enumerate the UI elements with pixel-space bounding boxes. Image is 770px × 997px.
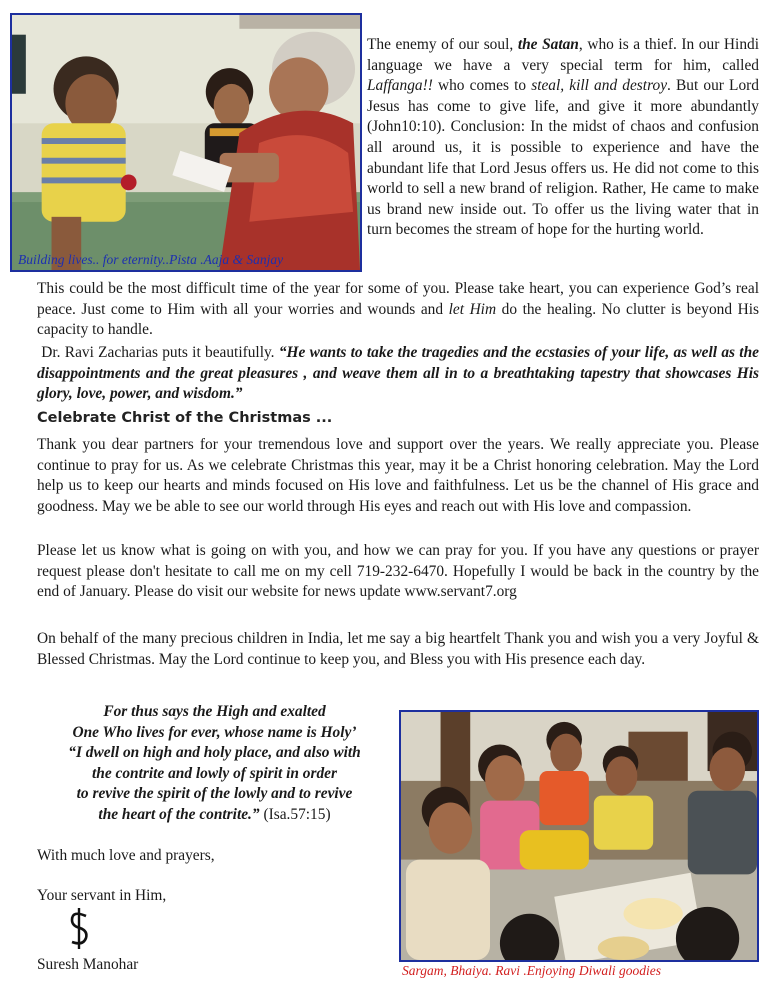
intro-cont-text-2: do the healing. No clutter is beyond His capacity to handle. [37, 300, 759, 339]
intro-paragraph [367, 35, 759, 241]
signature-mark [66, 906, 92, 950]
scripture-verse [37, 702, 392, 826]
closing-servant: Your servant in Him, [37, 887, 167, 904]
intro-cont-text-1: This could be the most difficult time of the year for some of you. Please take heart, you can experience God’s real peace. Just come to Him with all your worries and wounds and [37, 280, 759, 318]
verse-reference: (Isa.57:15) [263, 805, 331, 823]
verse-line: One Who lives for ever, whose name is Holy’ [72, 723, 357, 741]
verse-line-last [37, 805, 392, 826]
intro-emphasis-laffanga: Laffanga!! [367, 77, 433, 95]
intro-emphasis-satan: the Satan [517, 36, 579, 53]
contact-paragraph: Please let us know what is going on with you, and how we can pray for you. If you have any questions or prayer request please don't hesitate to call me on my cell 719-232-6470. Hopefully I would be back in the country by the end of January. Please do visit our website for news update www.servant7.org [37, 542, 759, 601]
verse-line: the heart of the contrite.” [98, 805, 260, 823]
intro-text-1: The enemy of our soul, [367, 36, 514, 53]
zacharias-quote [37, 343, 759, 405]
photo-caption-bottom: Sargam, Bhaiya. Ravi .Enjoying Diwali goodies [402, 963, 661, 978]
section-heading: Celebrate Christ of the Christmas ... [37, 410, 333, 426]
intro-emphasis-steal: steal, kill and destroy [531, 77, 668, 95]
intro-text-2: , who is a thief. In our Hindi language we have a very special term for him, called [367, 36, 759, 74]
intro-continuation [37, 279, 759, 341]
photo-diwali-goodies [399, 710, 759, 962]
quote-lead: Dr. Ravi Zacharias puts it beautifully. [41, 344, 275, 361]
photo-caption-top: Building lives.. for eternity..Pista .Aaja & Sanjay [18, 252, 284, 267]
thanks-paragraph: Thank you dear partners for your tremendous love and support over the years. We really appreciate you. Please continue to pray for us. As we celebrate Christmas this year, may it be a Christ honoring celebration. May the Lord help us to keep our hearts and minds focused on His love and faithfulness. Let us be the channel of His grace and goodness. May we be able to see our world through His eyes and reach out with His love and compassion. [37, 436, 759, 515]
verse-line: the contrite and lowly of spirit in order [92, 764, 337, 782]
verse-line: to revive the spirit of the lowly and to revive [76, 785, 353, 803]
intro-text-3: who comes to [437, 77, 527, 95]
verse-line: “I dwell on high and holy place, and also with [68, 744, 361, 762]
behalf-paragraph: On behalf of the many precious children in India, let me say a big heartfelt Thank you and wish you a very Joyful & Blessed Christmas. May the Lord continue to keep you, and Bless you with His presence each day. [37, 630, 759, 668]
closing-love: With much love and prayers, [37, 847, 215, 864]
verse-line: For thus says the High and exalted [103, 703, 326, 720]
quote-text: “He wants to take the tragedies and the ecstasies of your life, as well as the disappointments and the great pleasures , and weave them all in to a breathtaking tapestry that showcases His glory, love, power, and wisdom.” [37, 344, 759, 403]
photo-pista-aaja-sanjay [10, 13, 362, 272]
intro-emphasis-let-him: let Him [448, 300, 497, 318]
intro-text-4: . But our Lord Jesus has come to give life, and give it more abundantly (John10:10). Conclusion: In the midst of chaos and confusion all around us, it is possible to experience and have the abundant life that Lord Jesus offers us. He did not come to this world to sell a new brand of religion. Rather, He came to make us brand new inside out. To offer us the living water that in turn becomes the stream of hope for the hurting world. [367, 77, 759, 239]
closing-name: Suresh Manohar [37, 956, 139, 973]
